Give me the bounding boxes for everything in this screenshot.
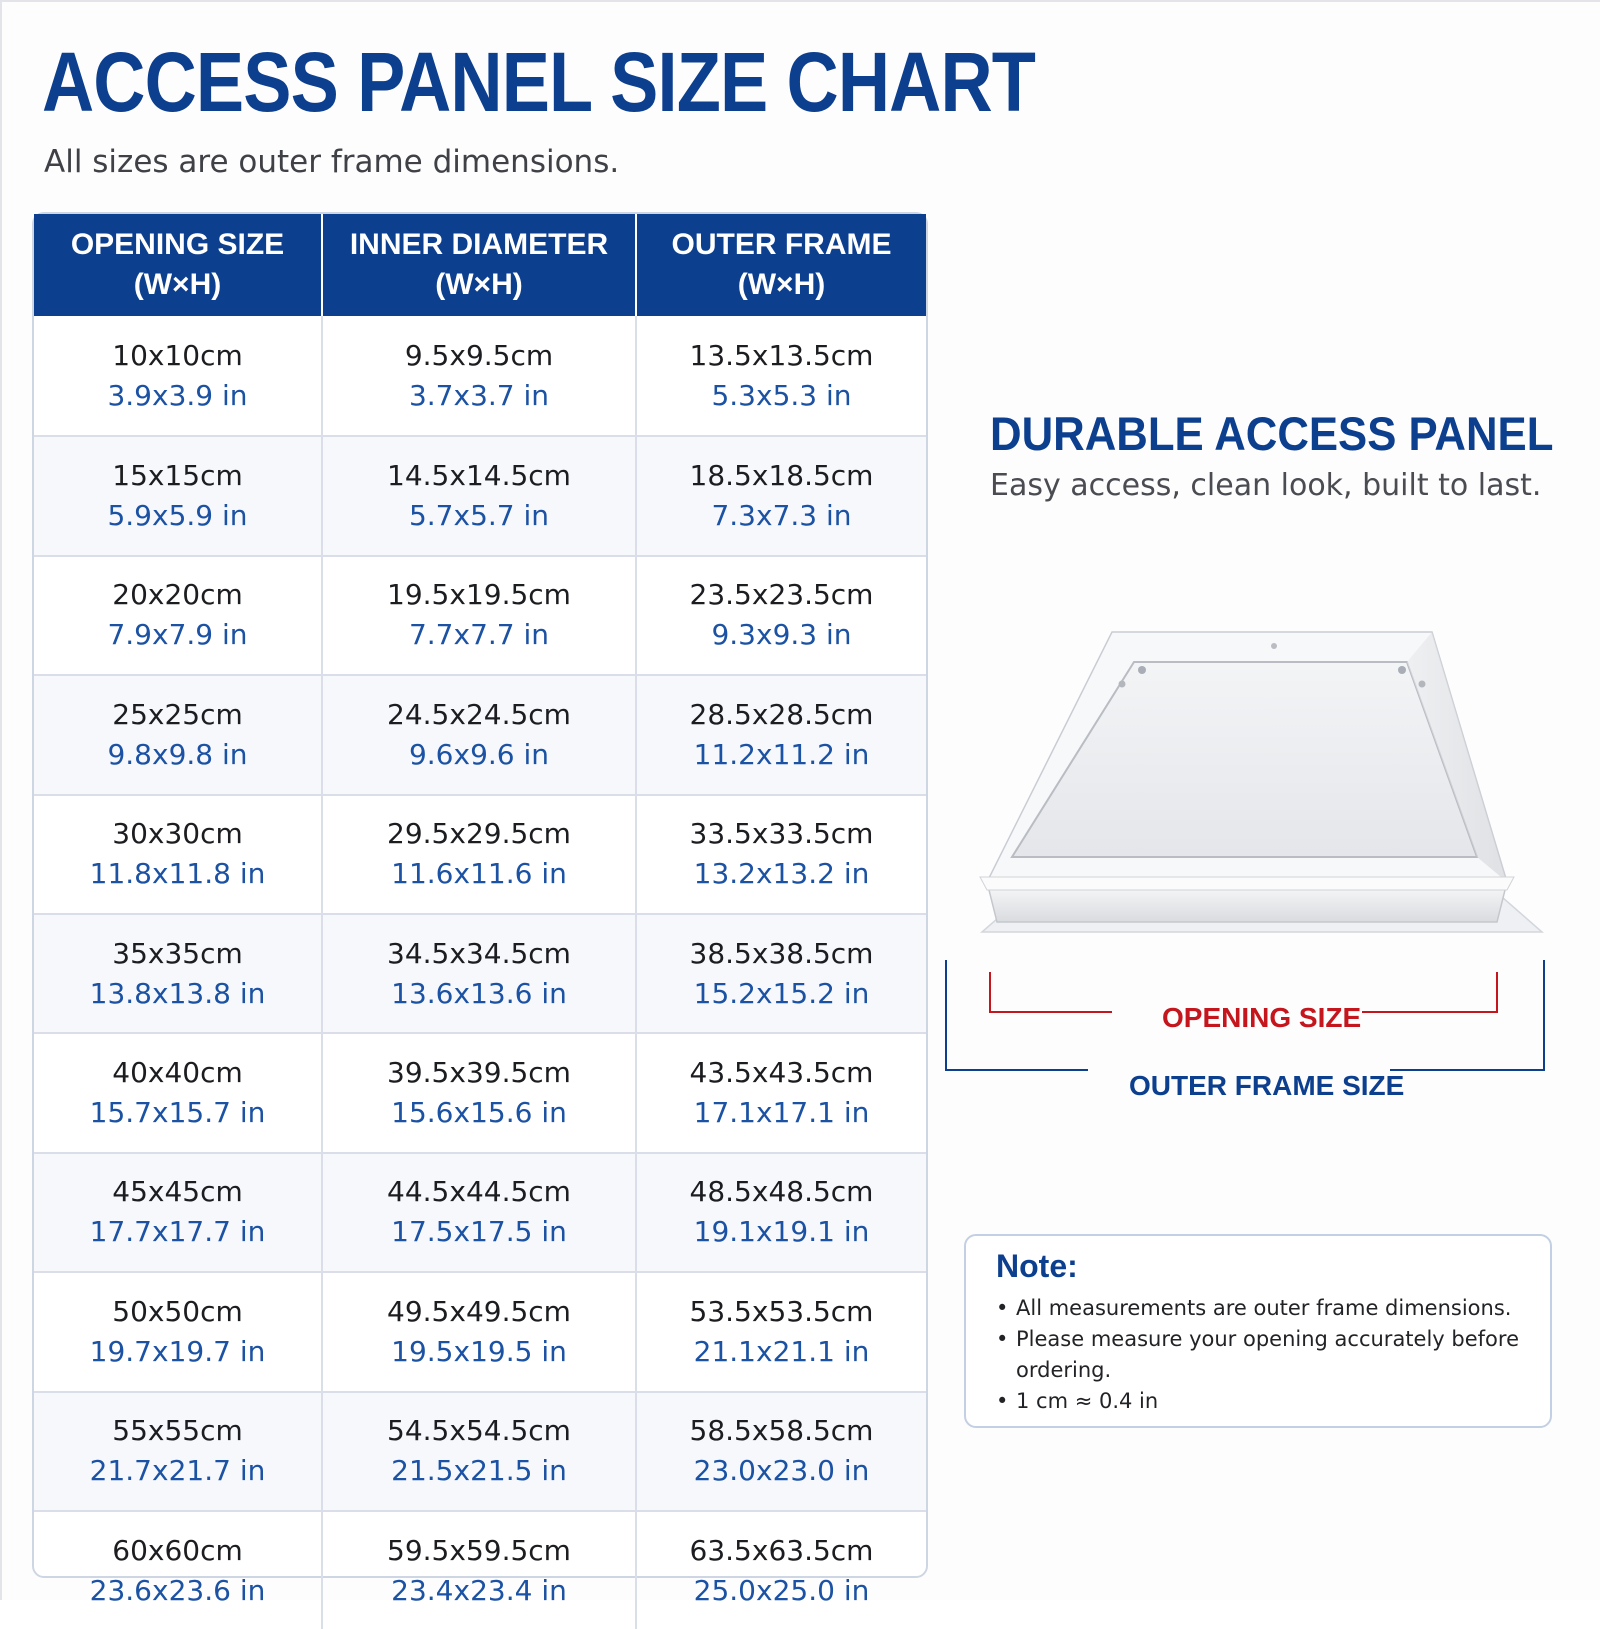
cell-opening-size [34,1154,321,1271]
size-cm: 43.5x43.5cm [689,1056,874,1090]
cell-inner-diameter [321,1273,635,1390]
size-cm: 40x40cm [112,1056,243,1090]
cell-outer-frame [635,557,926,674]
table-row [34,316,926,435]
size-inches: 9.3x9.3 in [711,618,852,652]
size-cm: 63.5x63.5cm [689,1533,874,1567]
size-inches: 15.6x15.6 in [391,1096,567,1130]
table-row [34,1510,926,1629]
note-title: Note: [996,1248,1078,1284]
table-row [34,1032,926,1151]
page-title: ACCESS PANEL SIZE CHART [42,35,1036,129]
cell-outer-frame [635,1512,926,1629]
size-cm: 9.5x9.5cm [404,338,554,372]
size-inches: 17.5x17.5 in [391,1215,567,1249]
note-list [996,1293,1520,1417]
size-inches: 25.0x25.0 in [693,1573,870,1607]
size-cm: 38.5x38.5cm [689,936,874,970]
cell-opening-size [34,557,321,674]
cell-outer-frame [635,1154,926,1271]
size-cm: 58.5x58.5cm [689,1414,874,1448]
column-header-label: OPENING SIZE [70,228,285,261]
size-cm: 20x20cm [112,578,243,612]
table-row [34,1271,926,1390]
size-cm: 23.5x23.5cm [689,578,874,612]
size-inches: 13.8x13.8 in [89,976,266,1010]
cell-opening-size [34,1273,321,1390]
size-inches: 5.7x5.7 in [408,499,550,533]
size-cm: 55x55cm [112,1414,243,1448]
cell-inner-diameter [321,676,635,793]
size-inches: 3.9x3.9 in [107,378,248,412]
cell-inner-diameter [321,1512,635,1629]
table-row [34,794,926,913]
size-cm: 33.5x33.5cm [689,817,874,851]
cell-outer-frame [635,316,926,435]
size-inches: 21.7x21.7 in [89,1454,266,1488]
size-inches: 19.5x19.5 in [391,1334,567,1368]
size-cm: 30x30cm [112,817,243,851]
size-inches: 9.6x9.6 in [408,737,550,771]
cell-outer-frame [635,1273,926,1390]
size-inches: 15.7x15.7 in [89,1096,266,1130]
size-inches: 23.4x23.4 in [391,1573,567,1607]
size-cm: 60x60cm [112,1533,243,1567]
size-cm: 48.5x48.5cm [689,1175,874,1209]
cell-opening-size [34,676,321,793]
size-cm: 14.5x14.5cm [387,459,571,493]
size-inches: 5.3x5.3 in [711,378,852,412]
size-cm: 34.5x34.5cm [387,936,571,970]
table-header [34,214,926,316]
size-inches: 19.1x19.1 in [693,1215,870,1249]
size-cm: 44.5x44.5cm [387,1175,571,1209]
size-inches: 9.8x9.8 in [107,737,248,771]
cell-inner-diameter [321,557,635,674]
opening-size-label: OPENING SIZE [1162,1002,1362,1033]
size-cm: 35x35cm [112,936,243,970]
cell-inner-diameter [321,1393,635,1510]
promo-subtitle: Easy access, clean look, built to last. [990,468,1542,503]
cell-inner-diameter [321,915,635,1032]
note-box [964,1234,1552,1428]
size-inches: 21.1x21.1 in [693,1334,870,1368]
size-cm: 10x10cm [112,338,243,372]
cell-outer-frame [635,676,926,793]
cell-inner-diameter [321,316,635,435]
note-item: • All measurements are outer frame dimensions. [996,1293,1520,1324]
size-cm: 25x25cm [112,697,243,731]
size-cm: 50x50cm [112,1294,243,1328]
table-row [34,913,926,1032]
column-header-outer-frame [635,214,926,316]
cell-outer-frame [635,1393,926,1510]
cell-opening-size [34,437,321,554]
size-cm: 59.5x59.5cm [387,1533,571,1567]
size-cm: 19.5x19.5cm [387,578,571,612]
table-row [34,435,926,554]
column-header-inner-diameter [321,214,635,316]
cell-opening-size [34,915,321,1032]
cell-inner-diameter [321,437,635,554]
cell-inner-diameter [321,1034,635,1151]
column-header-unit: (W×H) [435,268,523,301]
size-inches: 17.7x17.7 in [89,1215,266,1249]
size-inches: 13.6x13.6 in [391,976,567,1010]
size-inches: 23.6x23.6 in [89,1573,266,1607]
size-inches: 13.2x13.2 in [693,857,870,891]
size-inches: 11.2x11.2 in [693,737,870,771]
size-cm: 49.5x49.5cm [387,1294,571,1328]
size-cm: 45x45cm [112,1175,243,1209]
size-cm: 24.5x24.5cm [387,697,571,731]
size-cm: 28.5x28.5cm [689,697,874,731]
promo-title: DURABLE ACCESS PANEL [990,407,1554,460]
size-inches: 7.9x7.9 in [107,618,248,652]
cell-opening-size [34,1034,321,1151]
size-inches: 23.0x23.0 in [693,1454,870,1488]
size-inches: 5.9x5.9 in [107,499,248,533]
note-item: • Please measure your opening accurately before ordering. [996,1324,1520,1386]
column-header-unit: (W×H) [133,268,222,301]
size-table [32,212,928,1607]
size-inches: 11.6x11.6 in [391,857,567,891]
size-inches: 15.2x15.2 in [693,976,870,1010]
page-subtitle: All sizes are outer frame dimensions. [44,144,620,180]
size-cm: 39.5x39.5cm [387,1056,571,1090]
cell-inner-diameter [321,796,635,913]
size-inches: 3.7x3.7 in [408,378,550,412]
size-cm: 29.5x29.5cm [387,817,571,851]
column-header-unit: (W×H) [737,268,826,301]
size-inches: 17.1x17.1 in [693,1096,870,1130]
column-header-label: OUTER FRAME [671,228,892,261]
size-cm: 54.5x54.5cm [387,1414,571,1448]
cell-outer-frame [635,437,926,554]
size-cm: 53.5x53.5cm [689,1294,874,1328]
column-header-label: INNER DIAMETER [349,228,609,261]
cell-opening-size [34,316,321,435]
cell-outer-frame [635,1034,926,1151]
table-row [34,1391,926,1510]
cell-outer-frame [635,915,926,1032]
size-inches: 7.7x7.7 in [408,618,550,652]
cell-opening-size [34,1512,321,1629]
size-inches: 11.8x11.8 in [89,857,266,891]
cell-inner-diameter [321,1154,635,1271]
size-cm: 15x15cm [112,459,243,493]
size-inches: 21.5x21.5 in [391,1454,567,1488]
table-row [34,555,926,674]
cell-opening-size [34,1393,321,1510]
table-body [34,316,926,1629]
cell-opening-size [34,796,321,913]
outer-frame-size-label: OUTER FRAME SIZE [1129,1070,1405,1101]
size-cm: 13.5x13.5cm [689,338,874,372]
size-cm: 18.5x18.5cm [689,459,874,493]
table-row [34,674,926,793]
table-row [34,1152,926,1271]
cell-outer-frame [635,796,926,913]
access-panel-image [962,632,1562,972]
size-inches: 19.7x19.7 in [89,1334,266,1368]
note-item: • 1 cm ≈ 0.4 in [996,1386,1520,1417]
column-header-opening-size [34,214,321,316]
size-inches: 7.3x7.3 in [711,499,852,533]
